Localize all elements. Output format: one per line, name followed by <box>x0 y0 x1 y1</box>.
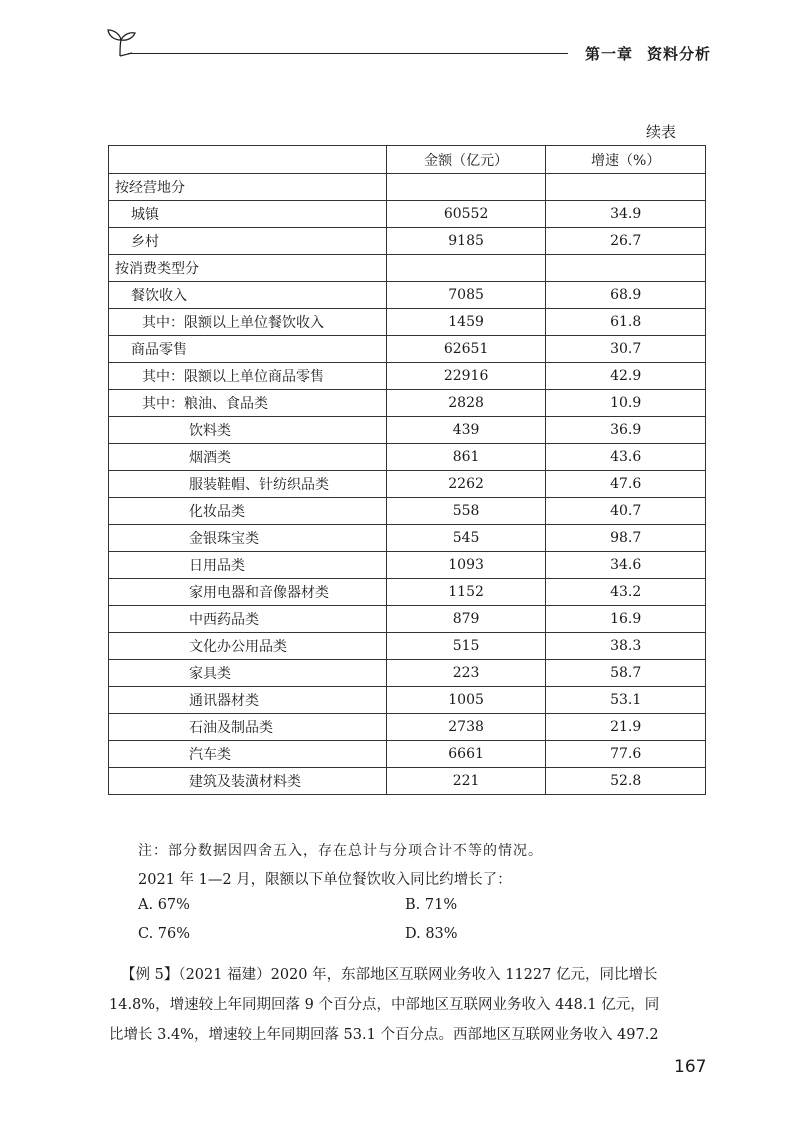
row-label: 服装鞋帽、针纺织品类 <box>109 471 387 498</box>
row-amount: 879 <box>386 606 546 633</box>
row-growth: 47.6 <box>546 471 706 498</box>
table-row <box>109 741 706 768</box>
table-row <box>109 174 706 201</box>
table-row <box>109 552 706 579</box>
table-row <box>109 714 706 741</box>
row-growth: 10.9 <box>546 390 706 417</box>
row-amount: 22916 <box>386 363 546 390</box>
row-amount: 62651 <box>386 336 546 363</box>
header-rule <box>128 53 568 54</box>
table-row <box>109 228 706 255</box>
row-growth: 38.3 <box>546 633 706 660</box>
row-amount: 515 <box>386 633 546 660</box>
row-label: 文化办公用品类 <box>109 633 387 660</box>
row-label: 商品零售 <box>109 336 387 363</box>
row-label: 其中：粮油、食品类 <box>109 390 387 417</box>
example-line: 14.8%，增速较上年同期回落 9 个百分点，中部地区互联网业务收入 448.1 亿元，同 <box>109 997 660 1013</box>
row-growth <box>546 255 706 282</box>
row-label: 通讯器材类 <box>109 687 387 714</box>
row-amount: 60552 <box>386 201 546 228</box>
table-row <box>109 255 706 282</box>
row-amount: 1459 <box>386 309 546 336</box>
row-label: 石油及制品类 <box>109 714 387 741</box>
chapter-title: 资料分析 <box>647 45 712 63</box>
row-label: 建筑及装潢材料类 <box>109 768 387 795</box>
row-amount <box>386 255 546 282</box>
row-label: 烟酒类 <box>109 444 387 471</box>
row-amount: 7085 <box>386 282 546 309</box>
row-amount: 1152 <box>386 579 546 606</box>
row-label: 中西药品类 <box>109 606 387 633</box>
row-growth: 61.8 <box>546 309 706 336</box>
table-row <box>109 687 706 714</box>
row-amount: 439 <box>386 417 546 444</box>
row-growth: 77.6 <box>546 741 706 768</box>
row-amount: 2738 <box>386 714 546 741</box>
question-stem: 2021 年 1—2 月，限额以下单位餐饮收入同比约增长了： <box>138 872 512 888</box>
option-a: A. 67% <box>138 897 190 913</box>
row-growth: 26.7 <box>546 228 706 255</box>
table-row <box>109 201 706 228</box>
row-growth: 42.9 <box>546 363 706 390</box>
row-growth: 34.9 <box>546 201 706 228</box>
retail-sales-table <box>108 145 706 795</box>
row-label: 按消费类型分 <box>109 255 387 282</box>
chapter-number: 第一章 <box>585 45 634 63</box>
column-header-growth: 增速（%） <box>546 146 706 174</box>
row-amount: 9185 <box>386 228 546 255</box>
row-growth: 98.7 <box>546 525 706 552</box>
row-label: 家具类 <box>109 660 387 687</box>
row-amount: 2828 <box>386 390 546 417</box>
table-row <box>109 768 706 795</box>
table-footnote: 注：部分数据因四舍五入，存在总计与分项合计不等的情况。 <box>138 843 543 859</box>
table-row <box>109 471 706 498</box>
row-label: 化妆品类 <box>109 498 387 525</box>
row-amount: 2262 <box>386 471 546 498</box>
row-amount: 223 <box>386 660 546 687</box>
row-growth: 36.9 <box>546 417 706 444</box>
row-label: 饮料类 <box>109 417 387 444</box>
table-row <box>109 660 706 687</box>
row-growth: 21.9 <box>546 714 706 741</box>
row-amount: 545 <box>386 525 546 552</box>
table-row <box>109 633 706 660</box>
table-row <box>109 498 706 525</box>
row-label: 日用品类 <box>109 552 387 579</box>
row-growth: 34.6 <box>546 552 706 579</box>
table-row <box>109 417 706 444</box>
row-amount <box>386 174 546 201</box>
option-b: B. 71% <box>405 897 458 913</box>
table-row <box>109 282 706 309</box>
row-growth: 40.7 <box>546 498 706 525</box>
row-amount: 1005 <box>386 687 546 714</box>
example-line: 比增长 3.4%，增速较上年同期回落 53.1 个百分点。西部地区互联网业务收入 497.2 <box>109 1027 659 1043</box>
table-row <box>109 309 706 336</box>
option-d: D. 83% <box>405 926 458 942</box>
table-row <box>109 336 706 363</box>
table-row <box>109 444 706 471</box>
example-line: 【例 5】（2021 福建）2020 年，东部地区互联网业务收入 11227 亿元，同比增长 <box>121 967 658 983</box>
row-growth: 43.2 <box>546 579 706 606</box>
continuation-label: 续表 <box>646 123 677 141</box>
row-label: 其中：限额以上单位餐饮收入 <box>109 309 387 336</box>
row-amount: 558 <box>386 498 546 525</box>
row-label: 城镇 <box>109 201 387 228</box>
row-growth <box>546 174 706 201</box>
row-label: 汽车类 <box>109 741 387 768</box>
page-number: 167 <box>674 1057 707 1077</box>
row-amount: 861 <box>386 444 546 471</box>
row-amount: 1093 <box>386 552 546 579</box>
row-label: 家用电器和音像器材类 <box>109 579 387 606</box>
row-growth: 52.8 <box>546 768 706 795</box>
table-row <box>109 606 706 633</box>
row-growth: 16.9 <box>546 606 706 633</box>
row-growth: 53.1 <box>546 687 706 714</box>
table-row <box>109 390 706 417</box>
row-amount: 221 <box>386 768 546 795</box>
row-growth: 43.6 <box>546 444 706 471</box>
row-label: 金银珠宝类 <box>109 525 387 552</box>
row-label: 餐饮收入 <box>109 282 387 309</box>
example-paragraph <box>109 960 709 1050</box>
option-c: C. 76% <box>138 926 191 942</box>
row-amount: 6661 <box>386 741 546 768</box>
row-growth: 58.7 <box>546 660 706 687</box>
column-header-category <box>109 146 387 174</box>
table-row <box>109 363 706 390</box>
row-growth: 30.7 <box>546 336 706 363</box>
table-row <box>109 579 706 606</box>
row-label: 其中：限额以上单位商品零售 <box>109 363 387 390</box>
row-label: 乡村 <box>109 228 387 255</box>
row-label: 按经营地分 <box>109 174 387 201</box>
table-row <box>109 525 706 552</box>
row-growth: 68.9 <box>546 282 706 309</box>
chapter-heading <box>585 43 711 64</box>
column-header-amount: 金额（亿元） <box>386 146 546 174</box>
table-header-row <box>109 146 706 174</box>
